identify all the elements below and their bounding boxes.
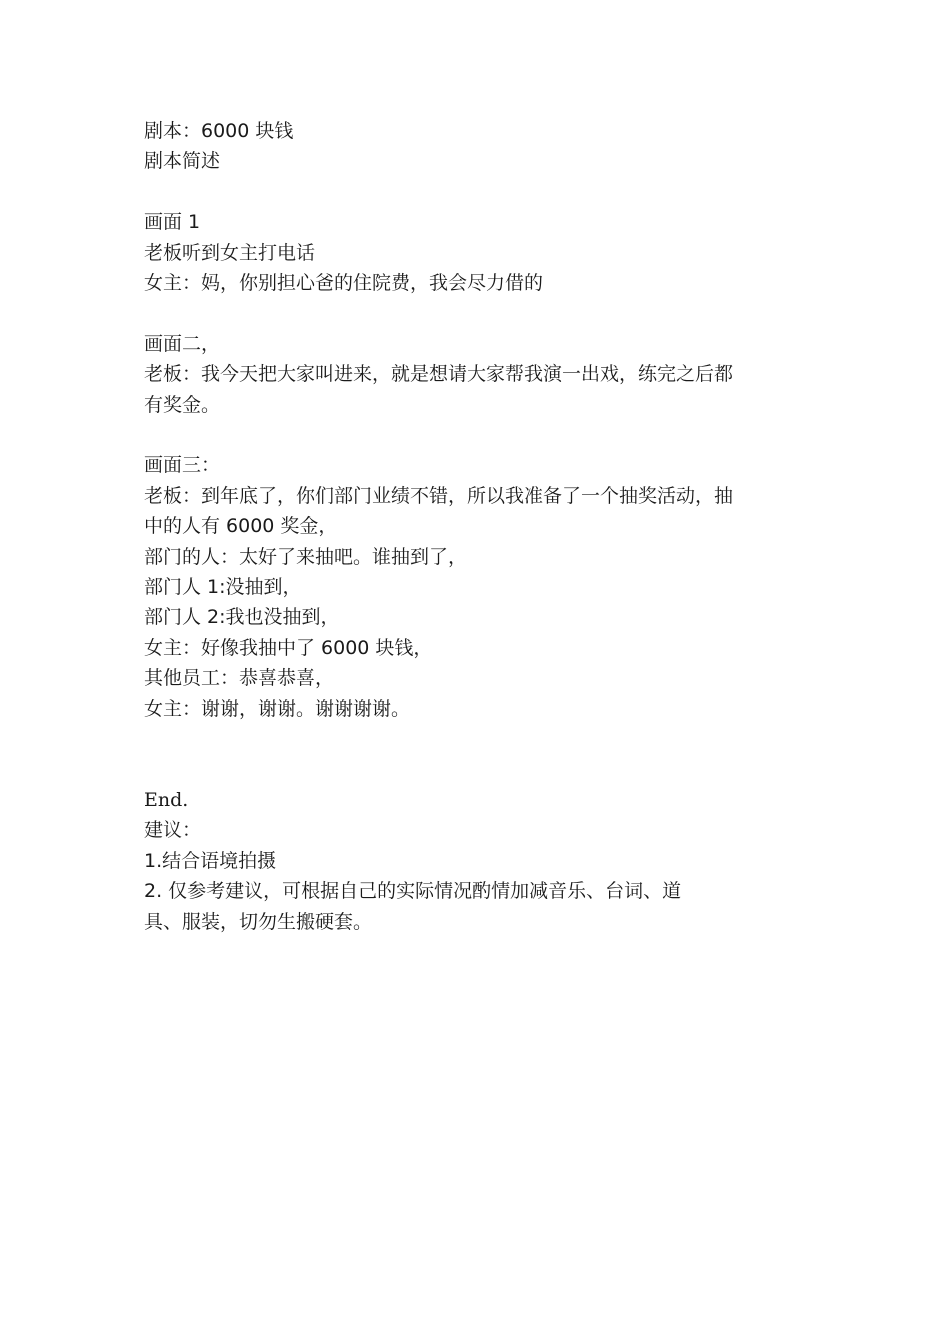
scene-line: 部门人 2:我也没抽到， (144, 606, 340, 629)
scene-heading: 画面三： (144, 454, 221, 477)
summary-heading: 剧本简述 (144, 150, 221, 173)
scene-line: 部门人 1:没抽到， (144, 576, 302, 599)
scene-line: 女主：谢谢，谢谢。谢谢谢谢。 (144, 697, 411, 720)
scene-line: 老板：我今天把大家叫进来，就是想请大家帮我演一出戏，练完之后都 (144, 363, 734, 386)
suggestion-line: 1.结合语境拍摄 (144, 849, 277, 872)
end-marker: End. (144, 788, 189, 811)
scene-2 (144, 329, 794, 420)
scene-line: 部门的人：太好了来抽吧。谁抽到了， (144, 545, 468, 568)
scene-line: 女主：妈，你别担心爸的住院费，我会尽力借的 (144, 272, 544, 295)
suggestions-heading: 建议： (144, 819, 202, 842)
suggestions (144, 815, 794, 937)
scene-line: 女主：好像我抽中了 6000 块钱， (144, 636, 433, 659)
script-title: 剧本：6000 块钱 (144, 120, 294, 142)
scene-1 (144, 207, 794, 298)
suggestion-line: 具、服装，切勿生搬硬套。 (144, 910, 373, 933)
scene-line: 老板听到女主打电话 (144, 241, 316, 264)
blank-line (144, 298, 794, 328)
suggestion-line: 2. 仅参考建议，可根据自己的实际情况酌情加减音乐、台词、道 (144, 880, 682, 903)
blank-line (144, 724, 794, 785)
blank-line (144, 177, 794, 207)
blank-line (144, 420, 794, 450)
document-body (144, 116, 794, 937)
scene-line: 中的人有 6000 奖金， (144, 515, 338, 538)
scene-line: 其他员工：恭喜恭喜， (144, 667, 335, 690)
scene-line: 有奖金。 (144, 393, 221, 416)
scene-heading: 画面 1 (144, 211, 201, 234)
scene-line: 老板：到年底了，你们部门业绩不错，所以我准备了一个抽奖活动，抽 (144, 484, 734, 507)
scene-heading: 画面二， (144, 332, 221, 355)
scene-3 (144, 450, 794, 724)
